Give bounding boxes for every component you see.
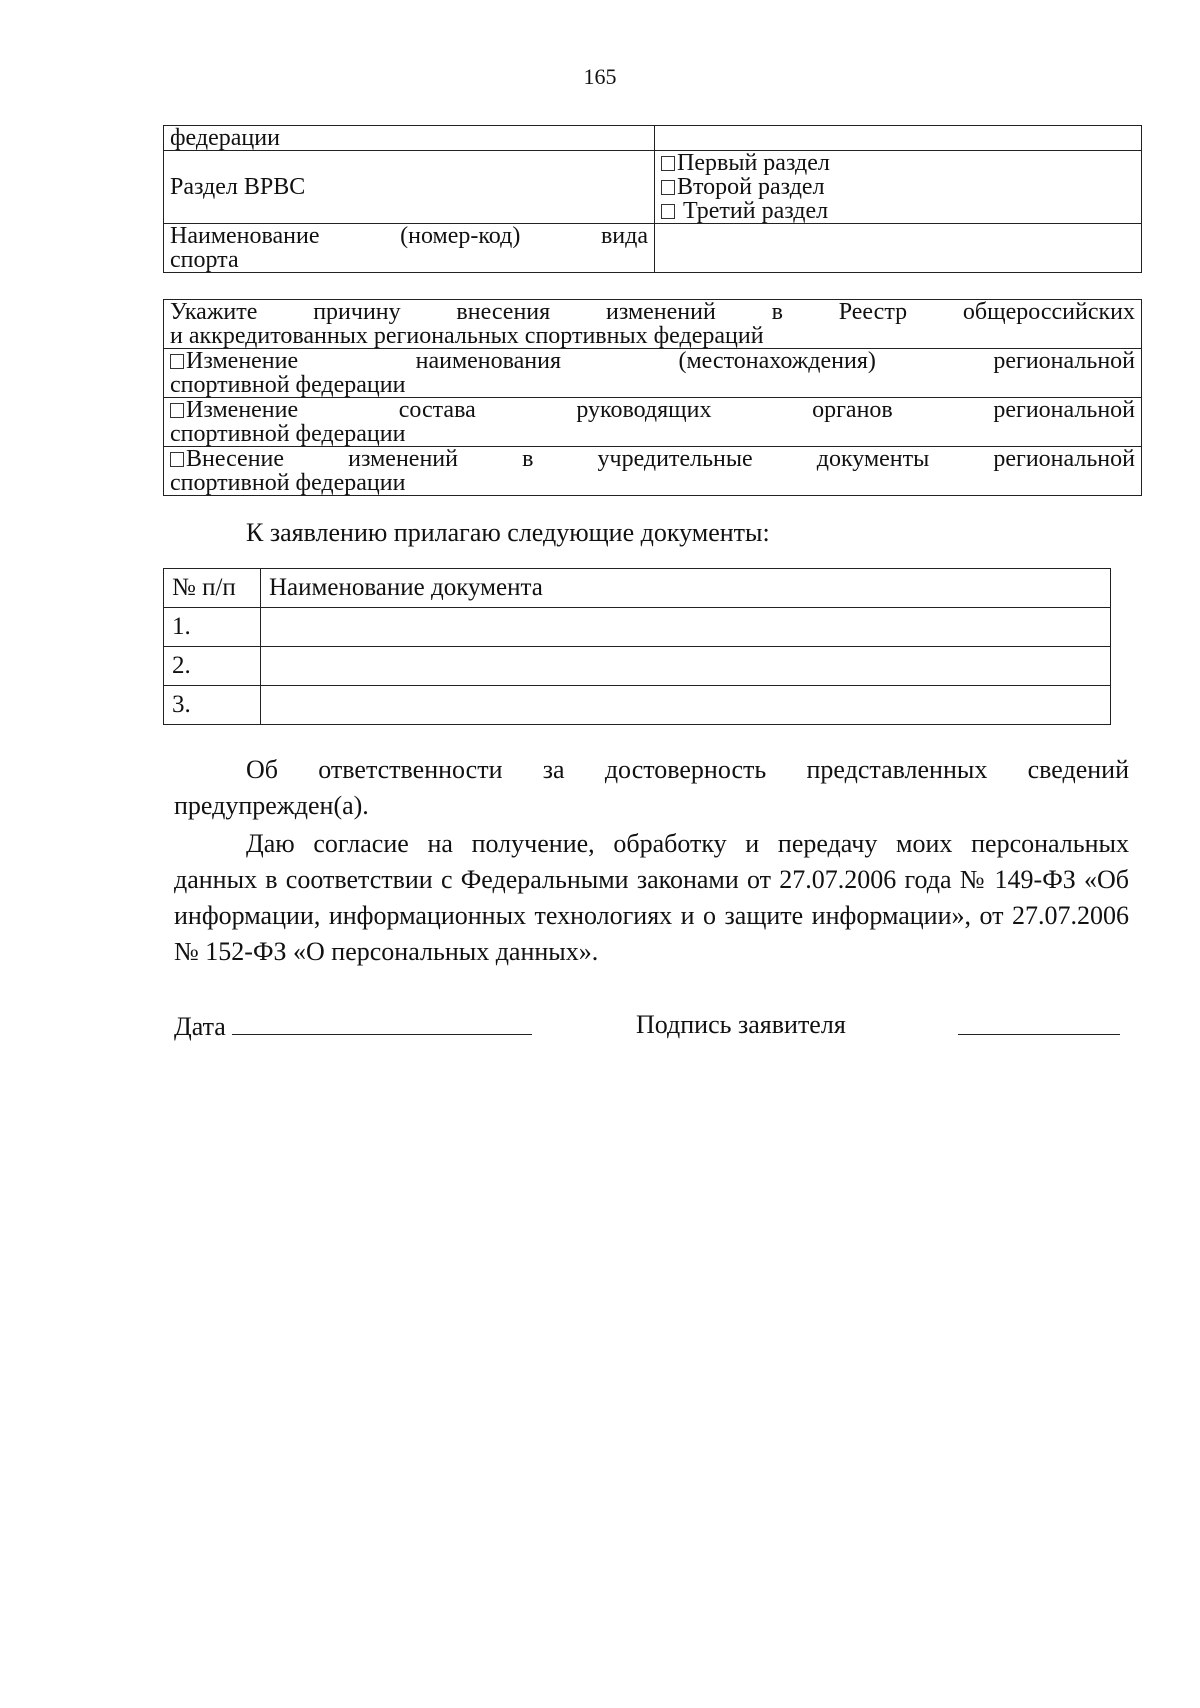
checkbox-icon[interactable]: [170, 354, 184, 369]
signature-line[interactable]: [958, 1010, 1120, 1035]
row-number: 1.: [164, 608, 261, 647]
reason-heading-cell: [164, 300, 1142, 349]
table-row: [164, 447, 1142, 496]
checkbox-icon[interactable]: [170, 403, 184, 418]
signature-line-wrap: [958, 1010, 1120, 1042]
header-document-name: Наименование документа: [261, 569, 1111, 608]
vrvs-option-second[interactable]: Второй раздел: [661, 175, 1135, 199]
table-row: [164, 608, 1111, 647]
reason-option-charter-change[interactable]: Внесение изменений в учредительные документы региональной спортивной федерации: [164, 447, 1142, 496]
sport-value-cell[interactable]: [655, 224, 1142, 273]
federation-tail-text: федерации: [170, 125, 280, 151]
vrvs-option-third[interactable]: Третий раздел: [661, 199, 1135, 223]
table-row: [164, 398, 1142, 447]
signature-field: [636, 1010, 846, 1040]
reason-heading-line2: и аккредитованных региональных спортивных федераций: [170, 323, 764, 349]
vrvs-label-cell: [164, 151, 655, 224]
table-row: [164, 349, 1142, 398]
responsibility-paragraph: Об ответственности за достоверность представленных сведений предупрежден(а).: [174, 755, 1129, 820]
table-row: [164, 686, 1111, 725]
table-row: [164, 224, 1142, 273]
signature-label: Подпись заявителя: [636, 1010, 846, 1039]
checkbox-icon[interactable]: [170, 452, 184, 467]
vrvs-label: Раздел ВРВС: [170, 174, 306, 200]
sport-label-line1: Наименование (номер-код) вида: [170, 223, 648, 249]
page-number: 165: [583, 64, 617, 89]
table-header-row: [164, 569, 1111, 608]
consent-paragraph: Даю согласие на получение, обработку и передачу моих персональных данных в соответствии с Федеральными законами от 27.07.2006 года № 149-ФЗ «Об информации, информационных технологиях и о защите информации», от 27.07.2006 № 152-ФЗ «О персональных данных».: [174, 829, 1129, 966]
table-row: [164, 126, 1142, 151]
checkbox-icon[interactable]: [661, 180, 675, 195]
date-label: Дата: [174, 1012, 226, 1041]
documents-table: [163, 568, 1111, 725]
document-name-cell[interactable]: [261, 608, 1111, 647]
reason-option-governance-change[interactable]: Изменение состава руководящих органов региональной спортивной федерации: [164, 398, 1142, 447]
document-name-cell[interactable]: [261, 686, 1111, 725]
checkbox-icon[interactable]: [661, 204, 675, 219]
vrvs-options-cell: [655, 151, 1142, 224]
documents-intro: К заявлению прилагаю следующие документы:: [246, 518, 770, 547]
date-line[interactable]: [232, 1010, 532, 1035]
federation-value-cell[interactable]: [655, 126, 1142, 151]
header-number: № п/п: [164, 569, 261, 608]
reason-table: [163, 299, 1142, 496]
reason-heading-line1: Укажите причину внесения изменений в Реестр общероссийских: [170, 299, 1135, 325]
federation-info-table: [163, 125, 1142, 273]
row-number: 2.: [164, 647, 261, 686]
federation-tail-cell: [164, 126, 655, 151]
sport-label-cell: [164, 224, 655, 273]
table-row: [164, 647, 1111, 686]
checkbox-icon[interactable]: [661, 156, 675, 171]
sport-label-line2: спорта: [170, 247, 239, 273]
reason-option-name-change[interactable]: Изменение наименования (местонахождения) региональной спортивной федерации: [164, 349, 1142, 398]
row-number: 3.: [164, 686, 261, 725]
table-row: [164, 300, 1142, 349]
table-row: [164, 151, 1142, 224]
vrvs-option-first[interactable]: Первый раздел: [661, 151, 1135, 175]
document-name-cell[interactable]: [261, 647, 1111, 686]
date-field: [174, 1010, 532, 1042]
